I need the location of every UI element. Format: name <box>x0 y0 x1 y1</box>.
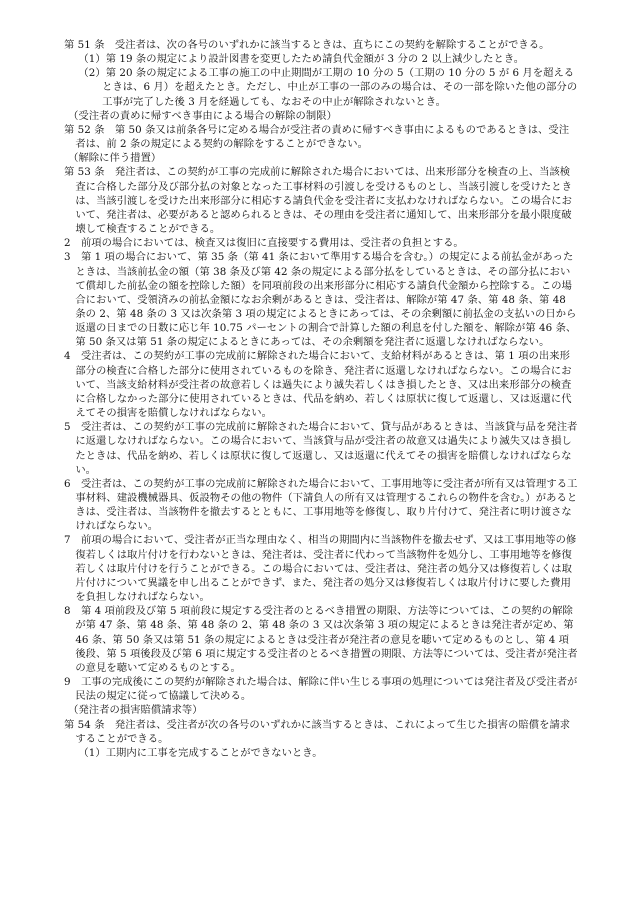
article-53: 第 53 条 発注者は、この契約が工事の完成前に解除された場合においては、出来形部分を検査の上、当該検査に合格した部分及び部分払の対象となった工事材料の引渡しを受けるものとし、当該引渡しを受けたときは、当該引渡しを受けた出来形部分に相応する請負代金を受注者に支払わなければならない。この場合において、発注者は、必要があると認められるときは、その理由を受注者に通知して、出来形部分を最小限度破壊して検査することができる。 <box>64 166 572 236</box>
article-53-paragraph-5: 5 受注者は、この契約が工事の完成前に解除された場合において、貸与品があるときは、当該貸与品を発注者に返還しなければならない。この場合において、当該貸与品が受注者の故意又は過失により滅失又はき損したときは、代品を納め、若しくは原状に復して返還し、又は返還に代えてその損害を賠償しなければならない。 <box>64 421 578 476</box>
article-51-item-1: （1）第 19 条の規定により設計図書を変更したため請負代金額が 3 分の 2 以上減少したとき。 <box>78 53 525 66</box>
article-51: 第 51 条 受注者は、次の各号のいずれかに該当するときは、直ちにこの契約を解除することができる。 <box>64 39 550 51</box>
section-heading: （発注者の損害賠償請求等） <box>68 704 203 717</box>
article-53-paragraph-4: 4 受注者は、この契約が工事の完成前に解除された場合において、支給材料があるときは、第 1 項の出来形部分の検査に合格した部分に使用されているものを除き、発注者に返還しなければならない。この場合において、当該支給材料が受注者の故意若しくは過失により滅失若しくはき損したとき、又は出来形部分の検査に合格しなかった部分に使用されているときは、代品を納め、若しくは原状に復して返還し、又は返還に代えてその損害を賠償しなければならない。 <box>64 350 572 420</box>
article-53-paragraph-8: 8 第 4 項前段及び第 5 項前段に規定する受注者のとるべき措置の期限、方法等については、この契約の解除が第 47 条、第 48 条、第 48 条の 2、第 48 条の 3 又は次条第 3 項の規定によるときは発注者が定め、第 46 条、第 50 条又は第 51 条の規定によるときは受注者が発注者の意見を聴いて定めるものとし、第 4 項後段、第 5 項後段及び第 6 項に規定する受注者のとるべき措置の期限、方法等については、受注者が発注者の意見を聴いて定めるものとする。 <box>64 605 578 674</box>
article-54-item-1: （1）工期内に工事を完成することができないとき。 <box>78 746 323 759</box>
article-53-paragraph-6: 6 受注者は、この契約が工事の完成前に解除された場合において、工事用地等に受注者が所有又は管理する工事材料、建設機械器具、仮設物その他の物件（下請負人の所有又は管理するこれらの物件を含む。）があるときは、受注者は、当該物件を撤去するとともに、工事用地等を修復し、取り片付けて、発注者に明け渡さなければならない。 <box>64 477 578 533</box>
section-heading: （受注者の責めに帰すべき事由による場合の解除の制限） <box>68 109 337 122</box>
article-52: 第 52 条 第 50 条又は前条各号に定める場合が受注者の責めに帰すべき事由によるものであるときは、受注者は、前 2 条の規定による契約の解除をすることができない。 <box>64 123 570 151</box>
article-51-item-2: （2）第 20 条の規定による工事の施工の中止期間が工期の 10 分の 5（工期の 10 分の 5 が 6 月を超えるときは、6 月）を超えたとき。ただし、中止が工事の一部のみの場合は、その一部を除いた他の部分の工事が完了した後 3 月を経過しても、なおその中止が解除されないとき。 <box>78 67 578 108</box>
article-53-paragraph-9: 9 工事の完成後にこの契約が解除された場合は、解除に伴い生じる事項の処理については発注者及び受注者が民法の規定に従って協議して決める。 <box>64 676 578 703</box>
article-54: 第 54 条 発注者は、受注者が次の各号のいずれかに該当するときは、これによって生じた損害の賠償を請求することができる。 <box>64 718 571 745</box>
section-heading: （解除に伴う措置） <box>68 152 162 165</box>
article-53-paragraph-7: 7 前項の場合において、受注者が正当な理由なく、相当の期間内に当該物件を撤去せず、又は工事用地等の修復若しくは取片付けを行わないときは、発注者は、受注者に代わって当該物件を処分し、工事用地等を修復若しくは取片付けを行うことができる。この場合においては、受注者は、発注者の処分又は修復若しくは取片付けについて異議を申し出ることができず、また、発注者の処分又は修復若しくは取片付けに要した費用を負担しなければならない。 <box>64 534 577 604</box>
article-53-paragraph-3: 3 第 1 項の場合において、第 35 条（第 41 条において準用する場合を含む。）の規定による前払金があったときは、当該前払金の額（第 38 条及び第 42 条の規定による部分払をしているときは、その部分払において償却した前払金の額を控除した額）を同項前段の出来形部分に相応する請負代金額から控除する。この場合において、受領済みの前払金額になお余剰があるときは、受注者は、解除が第 47 条、第 48 条、第 48 条の 2、第 48 条の 3 又は次条第 3 項の規定によるときにあっては、その余剰額に前払金の支払いの日から返還の日までの日数に応じ年 10.75 パーセントの割合で計算した額の利息を付した額を、解除が第 46 条、第 50 条又は第 51 条の規定によるときにあっては、その余剰額を発注者に返還しなければならない。 <box>64 251 577 349</box>
article-53-paragraph-2: 2 前項の場合においては、検査又は復旧に直接要する費用は、受注者の負担とする。 <box>64 237 464 250</box>
